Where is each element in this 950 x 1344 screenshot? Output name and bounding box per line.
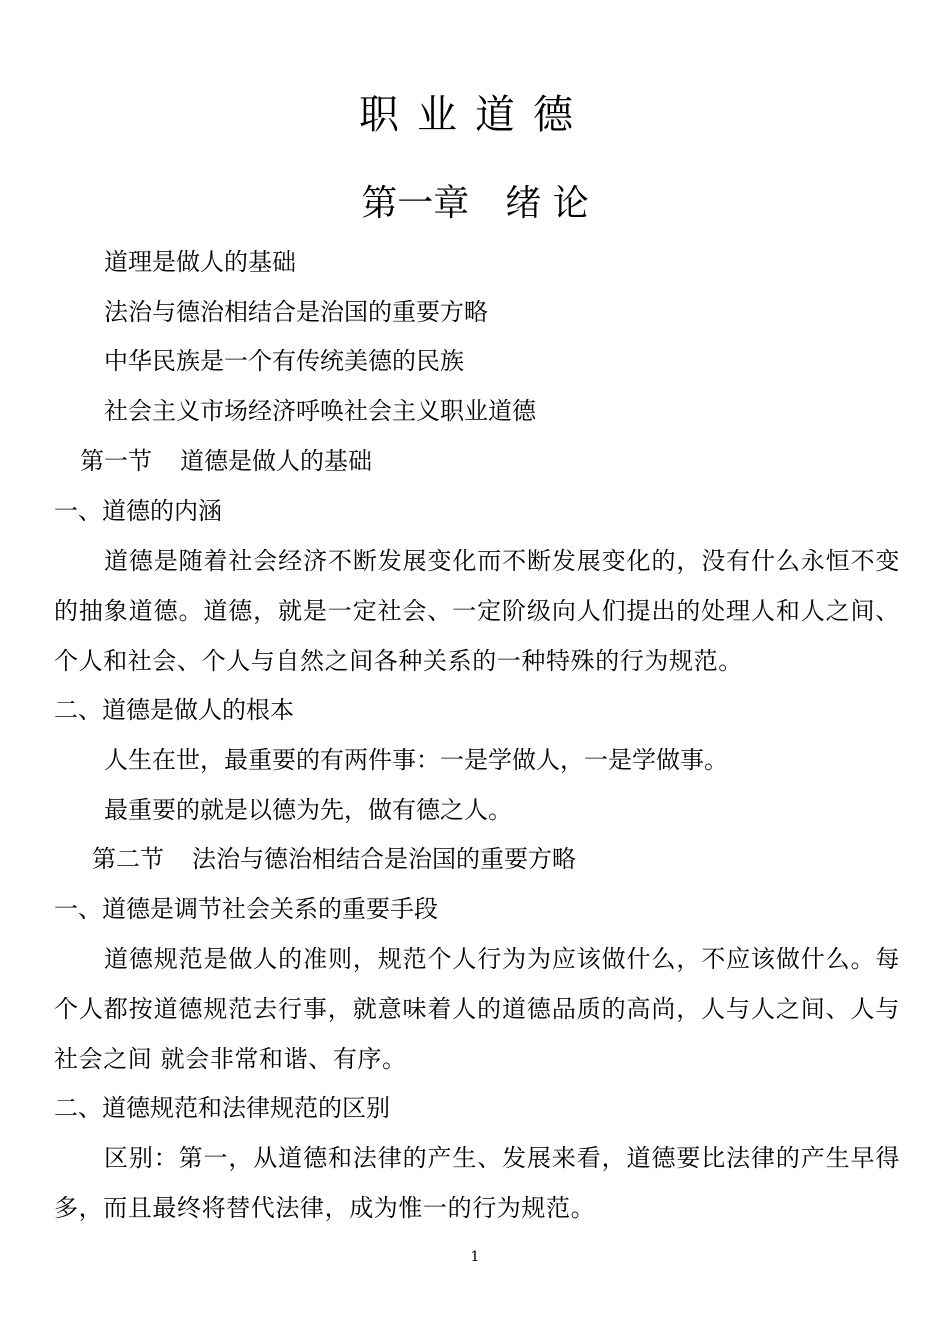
paragraph: 区别：第一，从道德和法律的产生、发展来看，道德要比法律的产生早得多，而且最终将替代法律，成为惟一的行为规范。 <box>54 1144 900 1222</box>
document-title: 职业道德 <box>359 91 591 138</box>
section-title: 道德是做人的基础 <box>180 447 372 475</box>
paragraph: 最重要的就是以德为先，做有德之人。 <box>104 796 512 824</box>
paragraph: 道德规范是做人的准则，规范个人行为为应该做什么，不应该做什么。每个人都按道德规范去行事，就意味着人的道德品质的高尚，人与人之间、人与社会之间 就会非常和谐、有序。 <box>54 945 900 1073</box>
subheading: 二、道德规范和法律规范的区别 <box>54 1094 390 1122</box>
chapter-name: 绪 论 <box>505 183 589 224</box>
intro-item: 社会主义市场经济呼唤社会主义职业道德 <box>104 397 536 425</box>
page-number: 1 <box>470 1249 480 1265</box>
section-title: 法治与德治相结合是治国的重要方略 <box>192 845 576 873</box>
subheading: 一、道德的内涵 <box>54 497 222 525</box>
section-heading <box>92 843 576 875</box>
intro-item: 道理是做人的基础 <box>104 248 296 276</box>
section-label: 第二节 <box>92 845 164 873</box>
paragraph: 道德是随着社会经济不断发展变化而不断发展变化的，没有什么永恒不变的抽象道德。道德，就是一定社会、一定阶级向人们提出的处理人和人之间、个人和社会、个人与自然之间各种关系的一种特殊的行为规范。 <box>54 547 900 675</box>
paragraph: 人生在世，最重要的有两件事：一是学做人，一是学做事。 <box>104 746 728 774</box>
intro-item: 中华民族是一个有传统美德的民族 <box>104 347 464 375</box>
section-label: 第一节 <box>80 447 152 475</box>
chapter-heading <box>0 180 950 228</box>
intro-item: 法治与德治相结合是治国的重要方略 <box>104 298 488 326</box>
chapter-label: 第一章 <box>361 183 470 224</box>
section-heading <box>80 445 372 477</box>
subheading: 一、道德是调节社会关系的重要手段 <box>54 895 438 923</box>
subheading: 二、道德是做人的根本 <box>54 696 294 724</box>
